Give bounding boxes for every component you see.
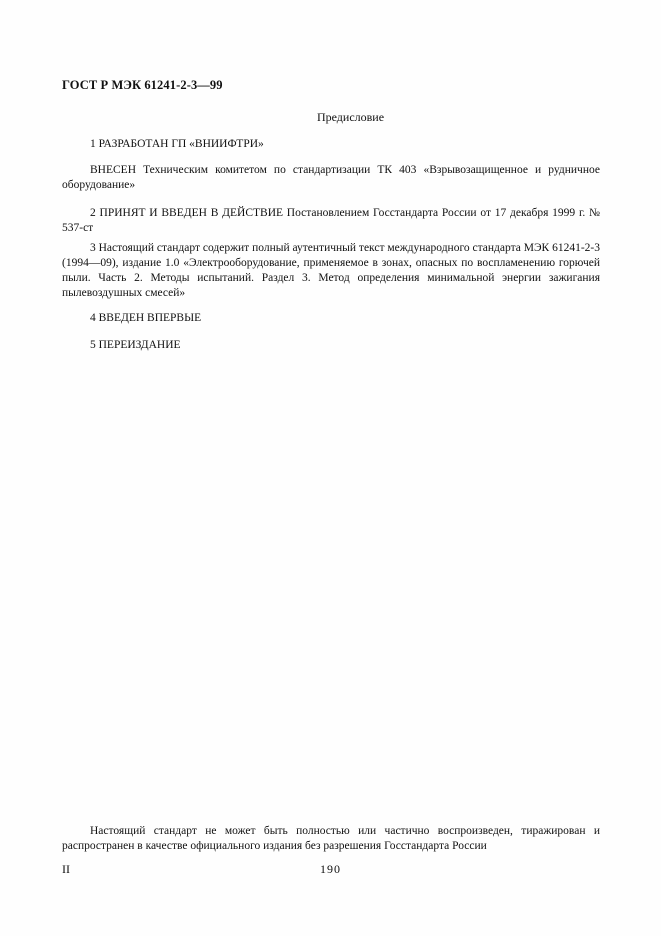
standard-code-header: ГОСТ Р МЭК 61241-2-3—99 bbox=[62, 78, 223, 92]
paragraph-introduced-by: ВНЕСЕН Техническим комитетом по стандартизации ТК 403 «Взрывозащищенное и рудничное оборудование» bbox=[62, 164, 600, 191]
paragraph-first-introduced: 4 ВВЕДЕН ВПЕРВЫЕ bbox=[90, 312, 202, 324]
page-roman-numeral: II bbox=[62, 862, 70, 876]
paragraph-reissue: 5 ПЕРЕИЗДАНИЕ bbox=[90, 339, 181, 351]
paragraph-authentic-text: 3 Настоящий стандарт содержит полный аутентичный текст международного стандарта МЭК 61241-2-3 (1994—09), издание 1.0 «Электрооборудование, применяемое в зонах, опасных по воспламенению горючей пыли. Часть 2. Методы испытаний. Раздел 3. Метод определения минимальной энергии зажигания пылевоздушных смесей» bbox=[62, 242, 601, 299]
paragraph-adopted: 2 ПРИНЯТ И ВВЕДЕН В ДЕЙСТВИЕ Постановлением Госстандарта России от 17 декабря 1999 г. № 537-ст bbox=[62, 207, 600, 234]
page-number: 190 bbox=[320, 862, 341, 876]
section-title-foreword: Предисловие bbox=[316, 110, 385, 124]
paragraph-developed-by: 1 РАЗРАБОТАН ГП «ВНИИФТРИ» bbox=[90, 138, 264, 150]
copyright-notice: Настоящий стандарт не может быть полностью или частично воспроизведен, тиражирован и распространен в качестве официального издания без разрешения Госстандарта России bbox=[62, 825, 600, 852]
